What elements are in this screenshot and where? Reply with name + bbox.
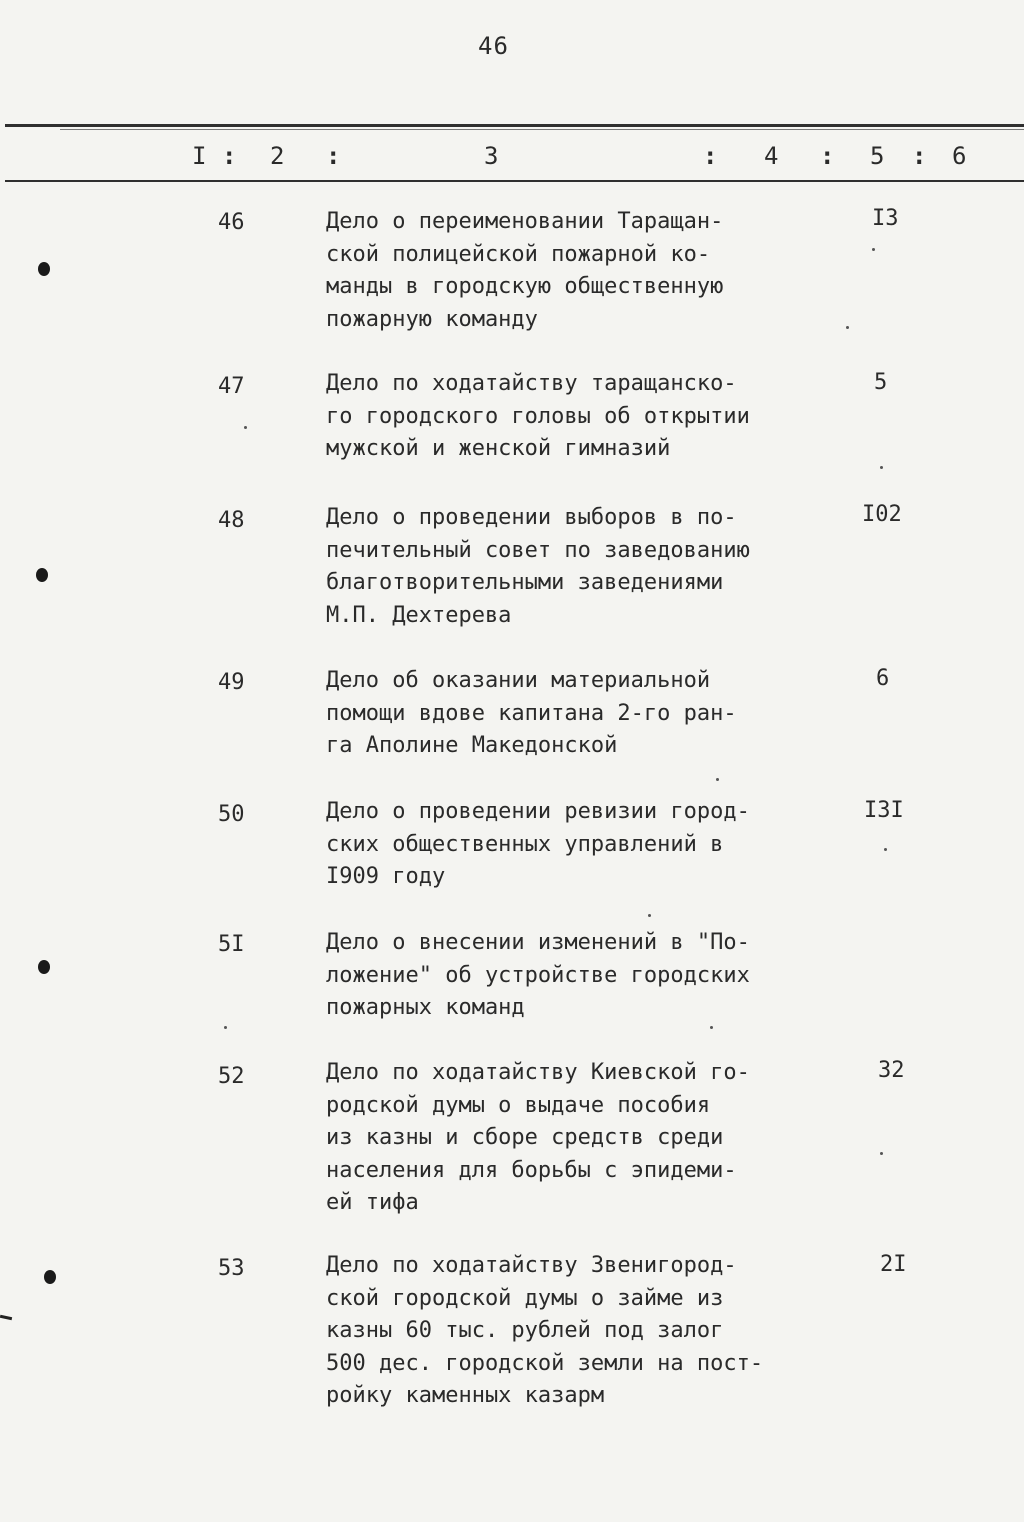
row-description: Дело по ходатайству Звенигород- ской городской думы о займе из казны 60 тыс. рублей под залог 500 дес. городской земли на пост- ройку каменных казарм xyxy=(326,1253,764,1408)
scan-speck xyxy=(880,466,883,469)
scan-speck xyxy=(884,848,887,851)
row-description: Дело об оказании материальной помощи вдове капитана 2-го ран- га Аполине Македонской xyxy=(326,668,737,758)
row-description: Дело о проведении выборов в по- печительный совет по заведованию благотворительными заведениями М.П. Дехтерева xyxy=(326,505,750,628)
col-3-header: 3 xyxy=(484,142,499,170)
margin-mark xyxy=(0,1315,12,1320)
row-count: I3 xyxy=(872,206,899,231)
row-description: Дело по ходатайству Киевской го- родской думы о выдаче пособия из казны и сборе средств среди населения для борьбы с эпидеми- ей тифа xyxy=(326,1060,750,1215)
scan-speck xyxy=(244,426,247,429)
scan-speck xyxy=(224,1026,227,1029)
row-description: Дело о переименовании Таращан- ской полицейской пожарной ко- манды в городскую общественную пожарную команду xyxy=(326,209,724,332)
punch-hole xyxy=(38,960,50,974)
punch-hole xyxy=(44,1270,56,1284)
separator: : xyxy=(222,142,237,170)
row-number: 52 xyxy=(218,1064,245,1089)
row-description: Дело о проведении ревизии город- ских общественных управлений в I909 году xyxy=(326,799,750,889)
header-bottom-rule xyxy=(5,180,1024,182)
scan-speck xyxy=(872,248,875,251)
col-2-header: 2 xyxy=(270,142,285,170)
row-count: 32 xyxy=(878,1058,905,1083)
col-4-header: 4 xyxy=(764,142,779,170)
row-number: 53 xyxy=(218,1256,245,1281)
row-count: I3I xyxy=(864,798,904,823)
row-number: 5I xyxy=(218,932,245,957)
separator: : xyxy=(703,142,718,170)
row-description: Дело о внесении изменений в "По- ложение" об устройстве городских пожарных команд xyxy=(326,930,750,1020)
col-1-header: I xyxy=(192,142,207,170)
separator: : xyxy=(820,142,835,170)
row-number: 50 xyxy=(218,802,245,827)
top-rule-thin xyxy=(60,129,1024,130)
punch-hole xyxy=(38,262,50,276)
scan-speck xyxy=(846,326,849,329)
row-count: 5 xyxy=(874,370,888,395)
row-number: 47 xyxy=(218,374,245,399)
col-5-header: 5 xyxy=(870,142,885,170)
scan-speck xyxy=(716,778,719,781)
row-number: 46 xyxy=(218,210,245,235)
top-rule xyxy=(5,124,1024,127)
scan-speck xyxy=(710,1026,713,1029)
punch-hole xyxy=(36,568,48,582)
separator: : xyxy=(326,142,341,170)
row-count: I02 xyxy=(862,502,902,527)
row-number: 48 xyxy=(218,508,245,533)
page-number: 46 xyxy=(478,32,509,60)
row-count: 6 xyxy=(876,666,890,691)
row-description: Дело по ходатайству таращанско- го городского головы об открытии мужской и женской гимназий xyxy=(326,371,750,461)
row-count: 2I xyxy=(880,1252,907,1277)
separator: : xyxy=(912,142,927,170)
row-number: 49 xyxy=(218,670,245,695)
scan-speck xyxy=(880,1152,883,1155)
scan-speck xyxy=(648,914,651,917)
col-6-header: 6 xyxy=(952,142,967,170)
